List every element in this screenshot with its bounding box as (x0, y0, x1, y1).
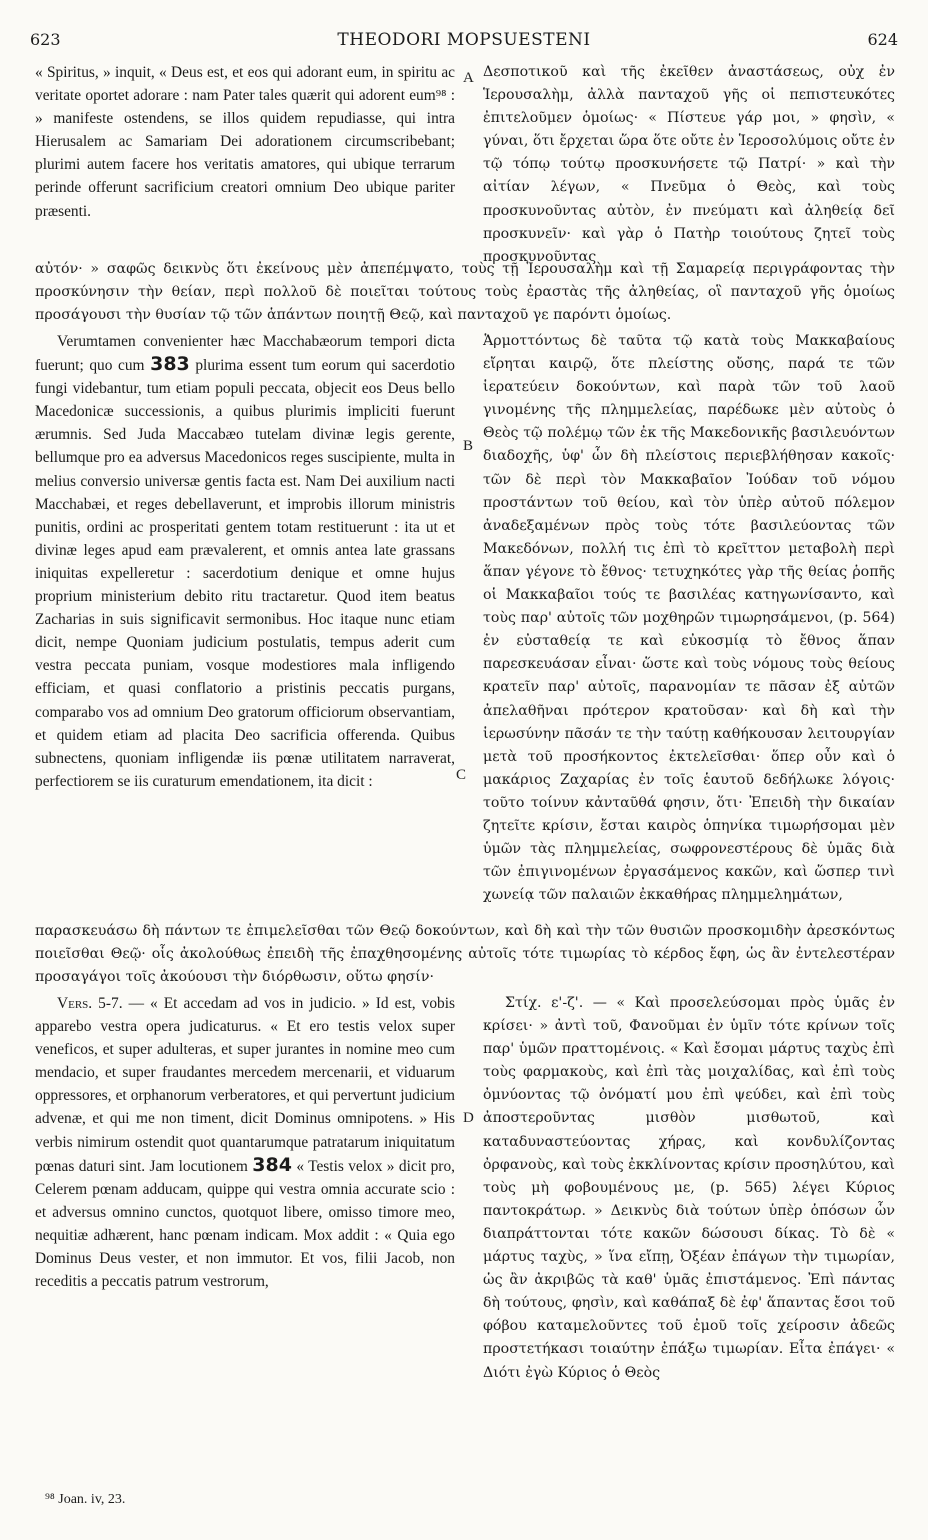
left-page-number: 623 (30, 30, 61, 49)
margin-marker-b: B (463, 438, 474, 454)
margin-marker-a: A (463, 70, 474, 86)
latin-paragraph: « Spiritus, » inquit, « Deus est, et eos qui adorant eum, in spiritu ac veritate oportet adorare : nam Pater tales quærit qui adorent eum⁹⁸ : » manifeste ostendens, se illos quidem repudiasse, qui intra Hierusalem ac Samariam Dei adorationem circumscribebant; plurimi autem facere hos veritatis amatores, qui ubique terrarum perinde offerunt sacrificium creatori omnium Deo ubique pariter præsenti. (35, 64, 455, 220)
full-width-greek-1 (35, 258, 895, 327)
latin-column-block-3 (35, 992, 455, 1293)
greek-paragraph: Ἁρμοττόντως δὲ ταῦτα τῷ κατὰ τοὺς Μακκαβαίους εἴρηται καιρῷ, ὅτε πλείστης οὔσης, παρά τε τῶν ἱερατεύειν δοκούντων, καὶ παρὰ τῶν τοῦ λαοῦ γινομένης τῆς πλημμελείας, παρέδωκε μὲν αὐτοὺς ὁ Θεὸς τῷ πολέμῳ τῶν ἐκ τῆς Μακεδονικῆς βασιλευόντων διαδοχῆς, ὑφ' ὧν δὴ πλείστοις περιεβλήθησαν κακοῖς· τῶν δὲ περὶ τὸν Μακκαβαῖον Ἰούδαν τοῦ νόμου προστάντων τοῦ θείου, καὶ τὸν ὑπὲρ αὐτοῦ πόλεμον ἀναδεξαμένων πρὸς τοὺς τότε βασιλεύοντας τῶν Μακεδόνων, πολλή τις ἐπὶ τὸ κρεῖττον μεταβολὴ περὶ ἅπαν γέγονε τὸ ἔθνος· τετυχηκότες γὰρ τῆς θείας ῥοπῆς οἱ Μακκαβαῖοι τούς τε βασιλέας κατηγωνίσαντο, καὶ τοὺς παρ' αὐτοῖς τῶν μοχθηρῶν τιμωρησάμενοι, (p. 564) ἐν εὐσταθείᾳ τε καὶ εὐκοσμίᾳ τὸ ἔθνος ἅπαν παρεσκευάσαν εἶναι· ὥστε καὶ τοὺς νόμους τοὺς θείους κρατεῖν παρ' αὐτοῖς, παρανομίαν τε πᾶσαν ἐξ αὐτῶν ἀπελαθῆναι πρότερον κρατοῦσαν· καὶ δὴ καὶ τὴν ἱερωσύνην πᾶσάν τε τὴν ταύτῃ καθήκουσαν λειτουργίαν μετὰ τοῦ προσήκοντος ἐκτελεῖσθαι· ὅπερ οὖν καὶ ὁ μακάριος Ζαχαρίας ἐν τοῖς ἑαυτοῦ δεδήλωκε λόγοις· τοῦτο τοίνυν κἀνταῦθά φησιν, ὅτι· Ἐπειδὴ τὴν δικαίαν ζητεῖτε κρίσιν, ἔσται καιρὸς ὁπηνίκα τιμωρήσομαι μὲν ὑμῶν τὰς πλημμελείας, σωφρονεστέρους δὲ ὑμᾶς διὰ τῶν ἐπιγινομένων ἐργασάμενος κακῶν, καὶ ὥσπερ τινὶ χωνείᾳ τῶν παλαιῶν ἐκκαθήρας πλημμελημάτων, (483, 333, 895, 904)
running-header (30, 30, 898, 52)
latin-column-block-2 (35, 330, 455, 793)
latin-text: « Testis velox » dicit pro, Celerem pœnam adducam, quippe qui vestra omnia accurate scio : et adversus omnino cunctos, quotquot libere, omisso timore meo, nequitiæ adhærent, hanc pœnam indicam. Mox addit : « Quia ego Dominus Deus vester, et non immutor. Et vos, filii Jacob, non receditis a peccatis patrum vestrorum, (35, 1157, 455, 1291)
margin-marker-c: C (456, 767, 467, 783)
greek-full-paragraph: αὐτόν· » σαφῶς δεικνὺς ὅτι ἐκείνους μὲν ἀπεπέμψατο, τοὺς τῇ Ἱερουσαλὴμ καὶ τῇ Σαμαρείᾳ περιγράφοντας τὴν προσκύνησιν τὴν θείαν, περὶ πολλοῦ δὲ ποιεῖται τούτους τοὺς ἐραστὰς τῆς ἀληθείας, οἳ πανταχοῦ γῆς ὁμοίως προσάγουσι τὴν θυσίαν τῷ τῶν ἁπάντων ποιητῇ Θεῷ, καὶ πανταχοῦ γε παρόντι ὁμοίως. (35, 261, 895, 324)
margin-marker-d: D (463, 1110, 474, 1126)
section-number: 383 (150, 353, 190, 376)
greek-paragraph: Δεσποτικοῦ καὶ τῆς ἐκεῖθεν ἀναστάσεως, οὐχ ἐν Ἱερουσαλὴμ, ἀλλὰ πανταχοῦ γῆς οἱ πεπιστευκότες ἐπιτελοῦμεν ὁμοίως· « Πίστευε γάρ μοι, » φησὶν, « γύναι, ὅτι ἔρχεται ὥρα ὅτε οὔτε ἐν Ἱεροσολύμοις οὔτε ἐν τῷ τόπῳ τούτῳ προσκυνήσετε τῷ Πατρί· » καὶ τὴν αἰτίαν λέγων, « Πνεῦμα ὁ Θεὸς, καὶ τοὺς προσκυνοῦντας αὐτὸν, ἐν πνεύματι καὶ ἀληθείᾳ δεῖ προσκυνεῖν· καὶ γὰρ ὁ Πατὴρ τοιούτους ζητεῖ τοὺς προσκυνοῦντας (483, 64, 895, 265)
right-page-number: 624 (867, 30, 898, 49)
greek-column-block-3 (483, 992, 895, 1385)
latin-text: Verumtamen convenienter hæc Macchabæorum tempori dicta fuerunt; quo cum (35, 333, 455, 375)
section-number: 384 (252, 1153, 292, 1176)
greek-paragraph: Στίχ. ε'-ζ'. — « Καὶ προσελεύσομαι πρὸς ὑμᾶς ἐν κρίσει· » ἀντὶ τοῦ, Φανοῦμαι ἐν ὑμῖν τότε κρίνων τοῖς παρ' ὑμῶν πραττομένοις. « Καὶ ἔσομαι μάρτυς ταχὺς ἐπὶ τοὺς φαρμακοὺς, καὶ ἐπὶ τὰς μοιχαλίδας, καὶ ἐπὶ τοὺς ὀμνύοντας τῷ ὀνόματί μου ἐπὶ ψεύδει, καὶ ἐπὶ τοὺς ἀποστεροῦντας μισθὸν μισθωτοῦ, καὶ καταδυναστεύοντας χήρας, καὶ κονδυλίζοντας ὀρφανοὺς, καὶ τοὺς ἐκκλίνοντας κρίσιν προσηλύτου, καὶ τοὺς μὴ φοβουμένους με, (p. 565) λέγει Κύριος παντοκράτωρ. » Δεικνὺς διὰ τούτων ὑπὲρ ὁπόσων ὧν διαπράττονται τότε κακῶν δώσουσι δίκας. Τὸ δὲ « μάρτυς ταχὺς, » ἵνα εἴπῃ, Ὀξέαν ἐπάγων τὴν τιμωρίαν, ὡς ἂν ἀκριβῶς τὰ καθ' ὑμᾶς ἐπιστάμενος. Ἐπὶ πάντας δὴ τούτους, φησὶν, καὶ καθάπαξ δὲ ἐφ' ἅπαντας ἔσοι τοῦ φόβου καταμελοῦντες τοῦ ἐμοῦ τοῖς χείροσιν ἀδεῶς προστετήκασι τοιαύτην ἐπάξω τιμωρίαν. Εἶτα ἐπάγει· « Διότι ἐγὼ Κύριος ὁ Θεὸς (483, 995, 895, 1381)
latin-text: plurima essent tum eorum qui sacerdotio fungi videbantur, tum etiam populi peccata, objecit eos Deus bello Macedonicæ successionis, a quibus plurimis impliciti fuerunt ærumnis. Sed Juda Maccabæo tutelam divinæ legis gerente, bellumque pro ea adversus Macedonicos reges suscipiente, multa in melius conversio universæ gentis facta est. Nam Dei auxilium nacti Macchabæi, et reges debellaverunt, et improbis illorum ministris punitis, ordini ac prosperitati gentem totam restituerunt : ita ut et divinæ leges apud eam prævalerent, et omnis antea late grassans iniquitas expelleretur : sacerdotium denique et omne hujus proprium ministerium debito ritu tractaretur. Quod item beatus Zacharias in suis significavit sermonibus. Hoc itaque nunc etiam dicit, nempe Quoniam judicium postulatis, tempus aderit cum vestra peccata puniam, vosque modestiores mala infligendo efficiam, et quasi conflatorio a pristinis peccatis purgans, comparabo vos ad omnium Deo gratorum officiorum observantiam, et quidem etiam ad placita Deo sacrificia offerenda. Quibus subnectens, quoniam infligendæ iis pœnæ utilitatem narraverat, perfectiorem se iis curaturum emendationem, ita dicit : (35, 357, 455, 790)
latin-paragraph (35, 992, 455, 1293)
full-width-greek-2 (35, 920, 895, 989)
verse-label: Vers. 5-7. (57, 995, 123, 1012)
greek-column-block-1 (483, 61, 895, 269)
footnote: ⁹⁸ Joan. iv, 23. (45, 1492, 126, 1507)
latin-text: — « Et accedam ad vos in judicio. » Id est, vobis apparebo vestra opera judicaturus. « Et ero testis velox super veneficos, et super adulteras, et super jurantes in nomine meo cum mendacio, et super fraudantes mercedem mercenarii, et viduarum oppressores, et orphanorum verberatores, et qui pervertunt judicium advenæ, et qui me non timent, dicit Dominus omnipotens. » His verbis nimirum ostendit quot quantarumque patratarum iniquitatum pœnas daturi sint. Jam locutionem (35, 995, 455, 1175)
latin-paragraph (35, 330, 455, 793)
latin-column-block-1 (35, 61, 455, 223)
greek-column-block-2 (483, 330, 895, 907)
greek-full-paragraph: παρασκευάσω δὴ πάντων τε ἐπιμελεῖσθαι τῶν Θεῷ δοκούντων, καὶ δὴ καὶ τὴν τῶν θυσιῶν προσκομιδὴν ἀρεσκόντως ποιεῖσθαι Θεῷ· οἷς ἀκολούθως ἐπειδὴ τῆς ἐπαχθησομένης αὐτοῖς τότε τιμωρίας τὸ κέρδος ἔφη, ὡς ἂν ἐντελεστέραν προσαγάγοι τοῖς ἀκούουσι τὴν διόρθωσιν, οὕτω φησίν· (35, 923, 895, 986)
running-title: THEODORI MOPSUESTENI (337, 30, 591, 50)
